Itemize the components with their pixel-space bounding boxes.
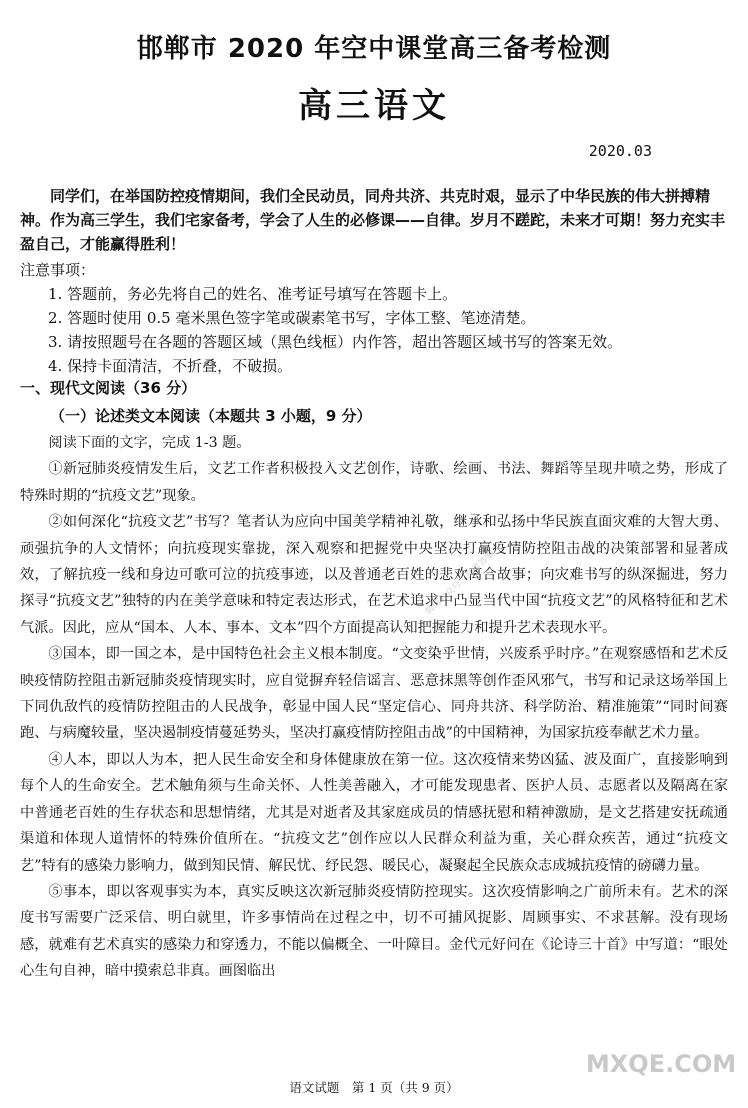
- notes-heading: 注意事项：: [20, 261, 96, 279]
- diagonal-watermark: 微信公众号：高考答案: [423, 549, 498, 618]
- intro-text: 同学们，在举国防控疫情期间，我们全民动员，同舟共济、共克时艰，显示了中华民族的伟大拼搏精神。作为高三学生，我们宅家备考，学会了人生的必修课——自律。岁月不蹉跎，未来才可期！努力充实丰盈自己，才能赢得胜利！: [20, 187, 726, 253]
- note-item: 3. 请按照题号在各题的答题区域（黑色线框）内作答，超出答题区域书写的答案无效。: [48, 333, 623, 351]
- note-item: 1. 答题前，务必先将自己的姓名、准考证号填写在答题卡上。: [48, 285, 458, 303]
- passage-paragraph: ①新冠肺炎疫情发生后，文艺工作者积极投入文艺创作，诗歌、绘画、书法、舞蹈等呈现井喷之势，形成了特殊时期的“抗疫文艺”现象。: [20, 461, 728, 504]
- page-footer: 语文试题 第 1 页（共 9 页）: [289, 1080, 459, 1095]
- intro-message: [20, 184, 728, 256]
- exam-title: 邯郸市 2020 年空中课堂高三备考检测: [136, 34, 612, 64]
- passage-paragraph: ④人本，即以人为本，把人民生命安全和身体健康放在第一位。这次疫情来势凶猛、波及面广，直接影响到每个人的生命安全。艺术触角须与生命关怀、人性美善融入，才可能发现患者、医护人员、志愿者以及隔离在家中普通老百姓的生存状态和思想情绪，尤其是对逝者及其家庭成员的情感抚慰和精神激励，是文艺搭建安抚疏通渠道和体现人道情怀的特殊价值所在。“抗疫文艺”创作应以人民群众利益为重，关心群众疾苦，通过“抗疫文艺”特有的感染力影响力，做到知民情、解民忧、纾民怨、暖民心，凝聚起全民族众志成城抗疫情的磅礴力量。: [20, 751, 728, 874]
- reading-instruction: 阅读下面的文字，完成 1-3 题。: [48, 435, 251, 451]
- subsection-heading: （一）论述类文本阅读（本题共 3 小题，9 分）: [50, 407, 372, 425]
- notes-list: [20, 282, 728, 378]
- passage-paragraph: ②如何深化“抗疫文艺”书写？笔者认为应向中国美学精神礼敬，继承和弘扬中华民族直面灾难的大智大勇、顽强抗争的人文情怀；向抗疫现实靠拢，深入观察和把握党中央坚决打赢疫情防控阻击战的决策部署和显著成效，了解抗疫一线和身边可歌可泣的抗疫事迹，以及普通老百姓的悲欢离合故事；向灾难书写的纵深掘进，努力探寻“抗疫文艺”独特的内在美学意味和特定表达形式，在艺术追求中凸显当代中国“抗疫文艺”的风格特征和艺术气派。因此，应从“国本、人本、事本、文本”四个方面提高认知把握能力和提升艺术表现水平。: [20, 514, 728, 636]
- section-heading: 一、现代文阅读（36 分）: [20, 379, 197, 397]
- notes-block: [20, 258, 728, 378]
- exam-date: 2020.03: [588, 142, 652, 160]
- reading-passage: [20, 430, 728, 985]
- note-item: 4. 保持卡面清洁，不折叠，不破损。: [48, 357, 293, 375]
- note-item: 2. 答题时使用 0.5 毫米黑色签字笔或碳素笔书写，字体工整、笔迹清楚。: [48, 309, 536, 327]
- passage-paragraph: ⑤事本，即以客观事实为本，真实反映这次新冠肺炎疫情防控现实。这次疫情影响之广前所未有。艺术的深度书写需要广泛采信、明白就里，许多事情尚在过程之中，切不可捕风捉影、周顾事实、不求甚解。没有现场感，就难有艺术真实的感染力和穿透力，不能以偏概全、一叶障目。金代元好问在《论诗三十首》中写道：“眼处心生句自神，暗中摸索总非真。画图临出: [20, 883, 728, 980]
- subject-title: 高三语文: [298, 86, 450, 126]
- passage-paragraph: ③国本，即一国之本，是中国特色社会主义根本制度。“文变染乎世情，兴废系乎时序。”在观察感悟和艺术反映疫情防控阻击新冠肺炎疫情现实时，应自觉摒弃轻信谣言、恶意抹黑等创作歪风邪气，书写和记录这场举国上下同仇敌忾的疫情防控阻击的人民战争，彰显中国人民“坚定信心、同舟共济、科学防治、精准施策”“同时间赛跑、与病魔较量，坚决遏制疫情蔓延势头，坚决打赢疫情防控阻击战”的中国精神，为国家抗疫奉献艺术力量。: [20, 646, 728, 742]
- watermark-text: MXQE.COM: [586, 1050, 736, 1078]
